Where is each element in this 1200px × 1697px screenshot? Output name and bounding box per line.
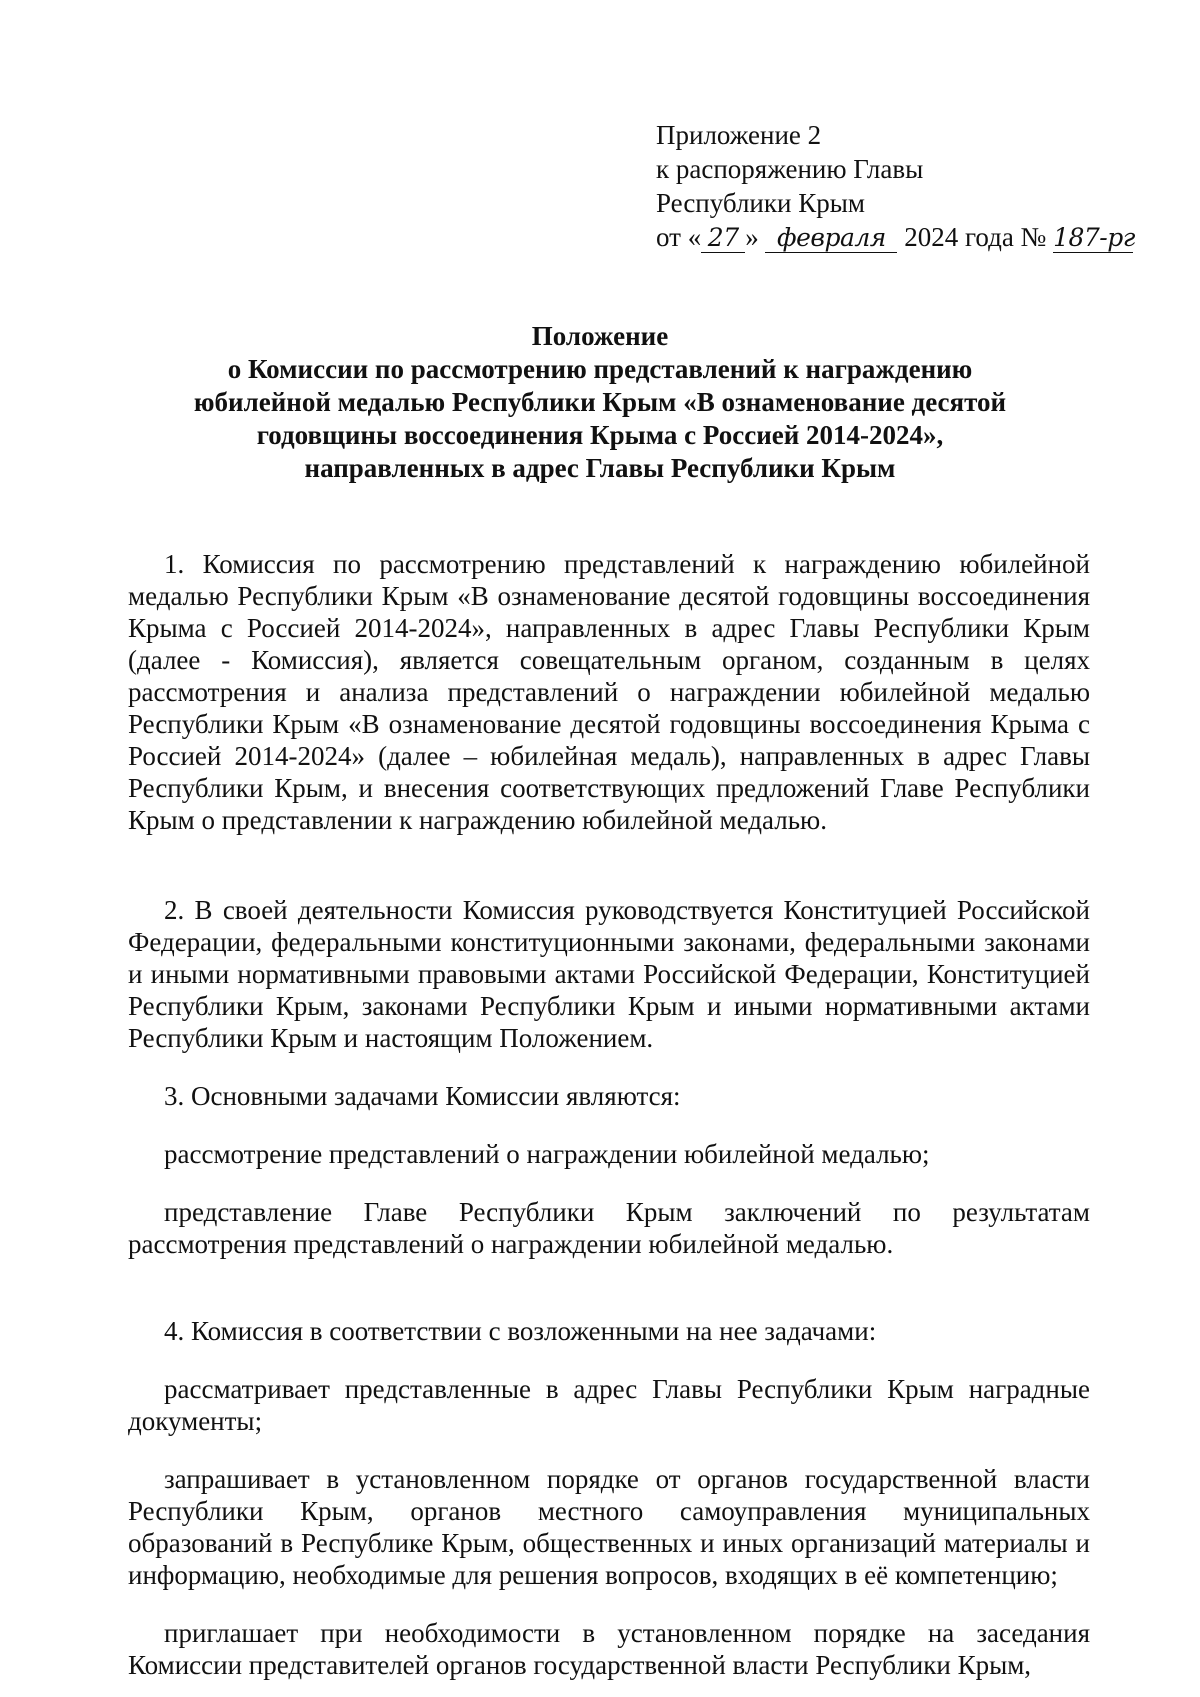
appendix-header: [656, 118, 1176, 254]
date-separator: »: [745, 222, 759, 252]
paragraph-3: 3. Основными задачами Комиссии являются:: [164, 1081, 681, 1111]
document-title: [80, 320, 1120, 485]
task-item-1: рассмотрение представлений о награждении юбилейной медалью;: [164, 1139, 930, 1169]
function-item-1: рассматривает представленные в адрес Главы Республики Крым наградные документы;: [128, 1374, 1090, 1436]
handwritten-order-number: 187-рг: [1053, 223, 1135, 252]
paragraph-4: 4. Комиссия в соответствии с возложенными на нее задачами:: [164, 1316, 877, 1346]
appendix-line-1: Приложение 2: [656, 120, 822, 150]
date-year-text: 2024 года №: [904, 222, 1047, 252]
title-line-5: направленных в адрес Главы Республики Крым: [304, 453, 896, 483]
function-item-3: приглашает при необходимости в установленном порядке на заседания Комиссии представителей органов государственной власти Республики Крым,: [128, 1618, 1090, 1680]
appendix-date-line: [656, 220, 1176, 254]
handwritten-month: февраля: [765, 224, 897, 253]
function-item-2: запрашивает в установленном порядке от органов государственной власти Республики Крым, органов местного самоуправления муниципальных образований в Республике Крым, общественных и иных организаций материалы и информацию, необходимые для решения вопросов, входящих в её компетенцию;: [128, 1464, 1090, 1590]
title-line-2: о Комиссии по рассмотрению представлений к награждению: [227, 354, 973, 384]
appendix-line-3: Республики Крым: [656, 188, 865, 218]
paragraph-1: 1. Комиссия по рассмотрению представлений к награждению юбилейной медалью Республики Крым «В ознаменование десятой годовщины воссоединения Крыма с Россией 2014-2024», направленных в адрес Главы Республики Крым (далее - Комиссия), является совещательным органом, созданным в целях рассмотрения и анализа представлений о награждении юбилейной медалью Республики Крым «В ознаменование десятой годовщины воссоединения Крыма с Россией 2014-2024» (далее – юбилейная медаль), направленных в адрес Главы Республики Крым, и внесения соответствующих предложений Главе Республики Крым о представлении к награждению юбилейной медалью.: [128, 549, 1090, 835]
handwritten-day: 27: [701, 224, 745, 253]
document-body: [128, 548, 1090, 1681]
title-line-3: юбилейной медалью Республики Крым «В ознаменование десятой: [193, 387, 1007, 417]
task-item-2: представление Главе Республики Крым заключений по результатам рассмотрения представлений о награждении юбилейной медалью.: [128, 1197, 1090, 1259]
title-line-1: Положение: [531, 321, 669, 351]
appendix-line-2: к распоряжению Главы: [656, 154, 924, 184]
date-prefix: от «: [656, 222, 702, 252]
title-line-4: годовщины воссоединения Крыма с Россией 2014-2024»,: [256, 420, 944, 450]
paragraph-2: 2. В своей деятельности Комиссия руководствуется Конституцией Российской Федерации, федеральными конституционными законами, федеральными законами и иными нормативными правовыми актами Российской Федерации, Конституцией Республики Крым, законами Республики Крым и иными нормативными актами Республики Крым и настоящим Положением.: [128, 895, 1090, 1053]
